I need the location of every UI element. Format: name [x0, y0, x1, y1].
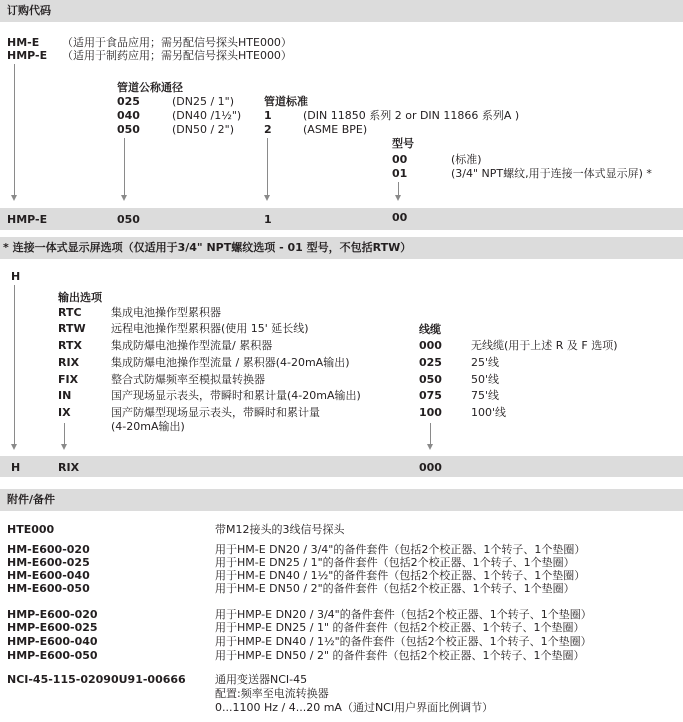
- output-desc-cont: (4-20mA输出): [111, 420, 185, 433]
- part-code: HM-E600-050: [7, 582, 90, 595]
- cable-desc: 50'线: [471, 373, 500, 386]
- example-band: [0, 456, 683, 477]
- output-desc: 集成电池操作型累积器: [111, 306, 221, 319]
- model-code: HMP-E: [7, 49, 48, 62]
- model-code: HM-E: [7, 36, 40, 49]
- model-desc: （适用于食品应用；需另配信号探头HTE000）: [62, 36, 292, 49]
- part-code: NCI-45-115-02090U91-00666: [7, 673, 186, 686]
- display-prefix: H: [11, 270, 21, 283]
- cable-code: 075: [419, 389, 442, 402]
- cable-code: 025: [419, 356, 442, 369]
- example-output: RIX: [58, 461, 80, 474]
- part-code: HMP-E600-050: [7, 649, 98, 662]
- cable-code: 000: [419, 339, 442, 352]
- example-prefix: H: [11, 461, 21, 474]
- arrow-icon: [427, 444, 433, 450]
- part-desc: 带M12接头的3线信号探头: [215, 523, 345, 536]
- part-desc: 通用变送器NCI-45: [215, 673, 308, 686]
- part-code: HMP-E600-020: [7, 608, 98, 621]
- example-type: 00: [392, 211, 408, 224]
- section-1-title: 订购代码: [7, 4, 51, 17]
- type-desc: (标准): [451, 153, 482, 166]
- connector-line: [398, 182, 399, 195]
- diameter-desc: (DN25 / 1"): [172, 95, 235, 108]
- standard-desc: (ASME BPE): [303, 123, 368, 136]
- part-desc: 用于HMP-E DN40 / 1½"的备件套件（包括2个校正器、1个转子、1个垫圈）: [215, 635, 592, 648]
- output-heading: 输出选项: [58, 291, 102, 304]
- cable-heading: 线缆: [419, 323, 441, 336]
- diameter-code: 040: [117, 109, 140, 122]
- cable-desc: 25'线: [471, 356, 500, 369]
- part-desc: 用于HM-E DN40 / 1½"的备件套件（包括2个校正器、1个转子、1个垫圈）: [215, 569, 586, 582]
- part-desc: 用于HM-E DN50 / 2"的备件套件（包括2个校正器、1个转子、1个垫圈）: [215, 582, 575, 595]
- type-heading: 型号: [392, 137, 414, 150]
- part-desc: 用于HM-E DN20 / 3/4"的备件套件（包括2个校正器、1个转子、1个垫圈）: [215, 543, 586, 556]
- section-2-title: * 连接一体式显示屏选项（仅适用于3/4" NPT螺纹选项 - 01 型号，不包括RTW）: [3, 241, 412, 254]
- part-code: HTE000: [7, 523, 55, 536]
- cable-desc: 75'线: [471, 389, 500, 402]
- diameter-desc: (DN50 / 2"): [172, 123, 235, 136]
- arrow-icon: [121, 195, 127, 201]
- part-desc: 配置:频率至电流转换器: [215, 687, 329, 700]
- part-code: HM-E600-025: [7, 556, 90, 569]
- diameter-heading: 管道公称通径: [117, 81, 183, 94]
- type-desc: (3/4" NPT螺纹,用于连接一体式显示屏) *: [451, 167, 652, 180]
- example-band: [0, 208, 683, 230]
- output-code: RTC: [58, 306, 82, 319]
- output-code: RTW: [58, 322, 86, 335]
- connector-line: [124, 138, 125, 195]
- example-model: HMP-E: [7, 213, 48, 226]
- arrow-icon: [11, 444, 17, 450]
- section-1-header: [0, 0, 683, 22]
- part-desc: 0...1100 Hz / 4...20 mA（通过NCI用户界面比例调节）: [215, 701, 494, 714]
- type-code: 01: [392, 167, 408, 180]
- example-standard: 1: [264, 213, 272, 226]
- diameter-code: 025: [117, 95, 140, 108]
- standard-code: 1: [264, 109, 272, 122]
- output-code: FIX: [58, 373, 79, 386]
- cable-code: 050: [419, 373, 442, 386]
- part-desc: 用于HMP-E DN25 / 1" 的备件套件（包括2个校正器、1个转子、1个垫圈）: [215, 621, 585, 634]
- part-desc: 用于HMP-E DN50 / 2" 的备件套件（包括2个校正器、1个转子、1个垫圈）: [215, 649, 585, 662]
- diameter-desc: (DN40 /1½"): [172, 109, 242, 122]
- connector-line: [430, 423, 431, 444]
- cable-desc: 无线缆(用于上述 R 及 F 选项): [471, 339, 618, 352]
- cable-code: 100: [419, 406, 442, 419]
- connector-line: [64, 423, 65, 444]
- arrow-icon: [264, 195, 270, 201]
- diameter-code: 050: [117, 123, 140, 136]
- arrow-icon: [395, 195, 401, 201]
- example-cable: 000: [419, 461, 442, 474]
- output-code: IX: [58, 406, 71, 419]
- standard-heading: 管道标准: [264, 95, 308, 108]
- section-3-title: 附件/备件: [7, 493, 56, 506]
- output-desc: 国产现场显示表头，带瞬时和累计量(4-20mA输出): [111, 389, 361, 402]
- part-code: HM-E600-020: [7, 543, 90, 556]
- section-3-header: [0, 489, 683, 511]
- part-desc: 用于HM-E DN25 / 1"的备件套件（包括2个校正器、1个转子、1个垫圈）: [215, 556, 575, 569]
- part-code: HMP-E600-025: [7, 621, 98, 634]
- connector-line: [14, 64, 15, 195]
- connector-line: [14, 285, 15, 444]
- output-desc: 集成防爆电池操作型流量/ 累积器: [111, 339, 273, 352]
- part-code: HMP-E600-040: [7, 635, 98, 648]
- output-code: RTX: [58, 339, 82, 352]
- output-desc: 集成防爆电池操作型流量 / 累积器(4-20mA输出): [111, 356, 350, 369]
- output-code: RIX: [58, 356, 80, 369]
- example-diameter: 050: [117, 213, 140, 226]
- output-desc: 远程电池操作型累积器(使用 15' 延长线): [111, 322, 309, 335]
- output-desc: 整合式防爆频率至模拟量转换器: [111, 373, 265, 386]
- arrow-icon: [11, 195, 17, 201]
- part-code: HM-E600-040: [7, 569, 90, 582]
- connector-line: [267, 138, 268, 195]
- standard-code: 2: [264, 123, 272, 136]
- output-code: IN: [58, 389, 72, 402]
- model-desc: （适用于制药应用；需另配信号探头HTE000）: [62, 49, 292, 62]
- part-desc: 用于HMP-E DN20 / 3/4"的备件套件（包括2个校正器、1个转子、1个垫圈）: [215, 608, 592, 621]
- standard-desc: (DIN 11850 系列 2 or DIN 11866 系列A ): [303, 109, 520, 122]
- type-code: 00: [392, 153, 408, 166]
- output-desc: 国产防爆型现场显示表头，带瞬时和累计量: [111, 406, 320, 419]
- cable-desc: 100'线: [471, 406, 507, 419]
- arrow-icon: [61, 444, 67, 450]
